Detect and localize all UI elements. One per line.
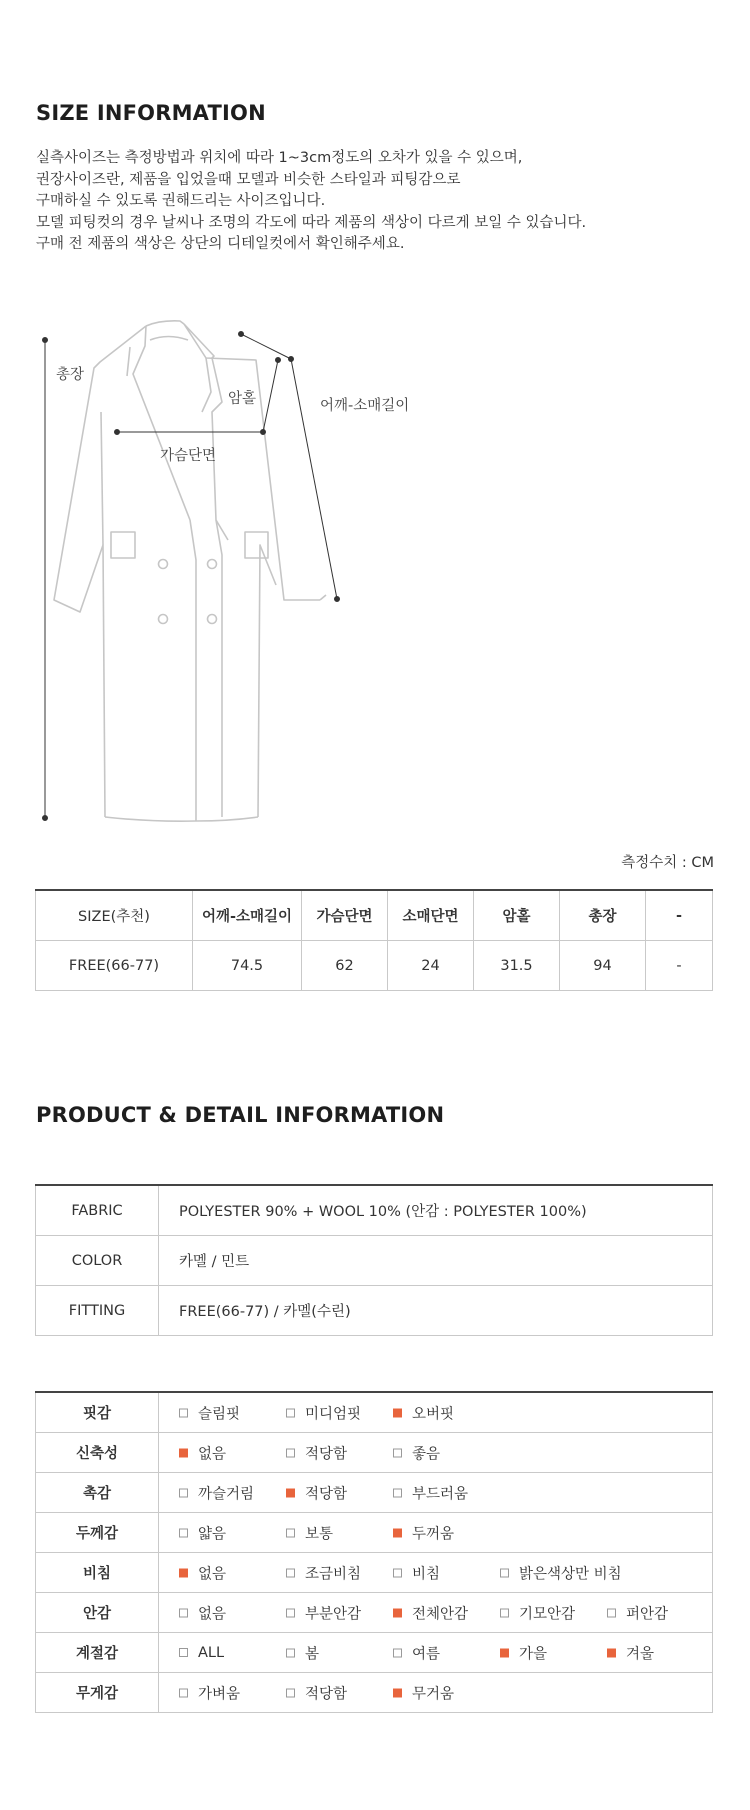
feature-options (159, 1513, 713, 1553)
info-value: 카멜 / 민트 (159, 1236, 713, 1286)
checked-box-icon (607, 1648, 616, 1657)
table-row (36, 1236, 713, 1286)
info-label: FABRIC (36, 1185, 159, 1236)
feature-label: 무게감 (36, 1673, 159, 1713)
detail-section-title: PRODUCT & DETAIL INFORMATION (36, 1103, 445, 1127)
size-section-title: SIZE INFORMATION (36, 101, 266, 125)
feature-option-label: 없음 (198, 1606, 227, 1622)
feature-option (179, 1402, 240, 1423)
feature-option (500, 1562, 622, 1583)
feature-option (393, 1482, 468, 1503)
feature-label: 신축성 (36, 1433, 159, 1473)
feature-options (159, 1553, 713, 1593)
feature-option-label: 기모안감 (519, 1606, 576, 1622)
feature-option-label: 오버핏 (412, 1406, 455, 1422)
unchecked-box-icon (500, 1608, 509, 1617)
unchecked-box-icon (179, 1648, 188, 1657)
feature-label: 촉감 (36, 1473, 159, 1513)
label-armhole: 암홀 (228, 391, 257, 407)
checked-box-icon (393, 1608, 402, 1617)
feature-options (159, 1673, 713, 1713)
size-table-header: 어깨-소매길이 (193, 890, 302, 941)
unchecked-box-icon (393, 1568, 402, 1577)
checked-box-icon (393, 1528, 402, 1537)
unchecked-box-icon (179, 1608, 188, 1617)
table-row (36, 1473, 713, 1513)
feature-options (159, 1392, 713, 1433)
feature-option (500, 1602, 575, 1623)
feature-option (179, 1442, 226, 1463)
feature-option (500, 1642, 547, 1663)
intro-line: 권장사이즈란, 제품을 입었을때 모델과 비슷한 스타일과 피팅감으로 (36, 171, 461, 188)
size-table-cell: 24 (388, 941, 474, 991)
feature-option (179, 1482, 254, 1503)
feature-option (179, 1522, 226, 1543)
feature-option (286, 1482, 347, 1503)
feature-label: 두께감 (36, 1513, 159, 1553)
feature-option (179, 1645, 224, 1661)
unchecked-box-icon (286, 1688, 295, 1697)
feature-option (393, 1602, 468, 1623)
unchecked-box-icon (286, 1608, 295, 1617)
feature-option-label: 적당함 (305, 1446, 348, 1462)
feature-option-label: 부분안감 (305, 1606, 362, 1622)
feature-option-label: ALL (198, 1644, 225, 1661)
checked-box-icon (393, 1688, 402, 1697)
feature-option-label: 까슬거림 (198, 1486, 255, 1502)
unchecked-box-icon (393, 1488, 402, 1497)
feature-option-label: 비침 (412, 1566, 441, 1582)
checked-box-icon (500, 1648, 509, 1657)
size-table-header: 총장 (560, 890, 646, 941)
unchecked-box-icon (286, 1528, 295, 1537)
feature-option (393, 1682, 454, 1703)
unchecked-box-icon (179, 1408, 188, 1417)
feature-options (159, 1593, 713, 1633)
unchecked-box-icon (286, 1448, 295, 1457)
intro-line: 구매 전 제품의 색상은 상단의 디테일컷에서 확인해주세요. (36, 236, 405, 252)
feature-option-label: 없음 (198, 1446, 227, 1462)
feature-option-label: 퍼안감 (626, 1606, 669, 1622)
feature-option-label: 좋음 (412, 1446, 441, 1462)
intro-line: 실측사이즈는 측정방법과 위치에 따라 1~3cm정도의 오차가 있을 수 있으며, (36, 150, 523, 166)
unchecked-box-icon (500, 1568, 509, 1577)
table-row (36, 1392, 713, 1433)
feature-option-label: 두꺼움 (412, 1526, 455, 1542)
unchecked-box-icon (286, 1648, 295, 1657)
feature-option (286, 1402, 361, 1423)
feature-label: 계절감 (36, 1633, 159, 1673)
size-table-header: SIZE(추천) (36, 890, 193, 941)
feature-option (286, 1642, 319, 1663)
table-row (36, 1513, 713, 1553)
checked-box-icon (286, 1488, 295, 1497)
size-intro-text (36, 148, 586, 256)
table-row (36, 1433, 713, 1473)
info-value: FREE(66-77) / 카멜(수린) (159, 1286, 713, 1336)
size-table-header: 가슴단면 (302, 890, 388, 941)
checked-box-icon (179, 1448, 188, 1457)
feature-options (159, 1433, 713, 1473)
size-table-cell: FREE(66-77) (36, 941, 193, 991)
unchecked-box-icon (607, 1608, 616, 1617)
feature-option-label: 부드러움 (412, 1486, 469, 1502)
info-value: POLYESTER 90% + WOOL 10% (안감 : POLYESTER 100%) (159, 1185, 713, 1236)
unchecked-box-icon (179, 1688, 188, 1697)
label-chest: 가슴단면 (160, 448, 217, 464)
feature-option-label: 미디엄핏 (305, 1406, 362, 1422)
size-table-cell: 62 (302, 941, 388, 991)
coat-outline (54, 321, 326, 821)
feature-option-label: 여름 (412, 1646, 441, 1662)
feature-option-label: 무거움 (412, 1686, 455, 1702)
feature-option (393, 1522, 454, 1543)
feature-option (286, 1682, 347, 1703)
size-table-cell: 74.5 (193, 941, 302, 991)
feature-option (179, 1602, 226, 1623)
size-table-header: - (646, 890, 713, 941)
unchecked-box-icon (393, 1648, 402, 1657)
feature-option (393, 1642, 440, 1663)
info-label: FITTING (36, 1286, 159, 1336)
table-row (36, 1673, 713, 1713)
table-row (36, 1553, 713, 1593)
unchecked-box-icon (286, 1408, 295, 1417)
feature-option (393, 1562, 440, 1583)
feature-option (286, 1522, 333, 1543)
feature-option (286, 1602, 361, 1623)
feature-options (159, 1473, 713, 1513)
feature-options (159, 1633, 713, 1673)
size-table-header: 소매단면 (388, 890, 474, 941)
feature-label: 핏감 (36, 1392, 159, 1433)
feature-option (607, 1642, 654, 1663)
feature-option-label: 밝은색상만 비침 (519, 1566, 622, 1582)
feature-option (286, 1442, 347, 1463)
feature-option-label: 슬림핏 (198, 1406, 241, 1422)
feature-label: 안감 (36, 1593, 159, 1633)
feature-option-label: 겨울 (626, 1646, 655, 1662)
table-row (36, 1593, 713, 1633)
measurement-unit-note: 측정수치 : CM (621, 855, 714, 871)
feature-option (179, 1562, 226, 1583)
unchecked-box-icon (286, 1568, 295, 1577)
size-table-cell: - (646, 941, 713, 991)
feature-label: 비침 (36, 1553, 159, 1593)
checked-box-icon (179, 1568, 188, 1577)
feature-option-label: 조금비침 (305, 1566, 362, 1582)
table-row (36, 1185, 713, 1236)
feature-option-label: 없음 (198, 1566, 227, 1582)
product-info-table (35, 1184, 713, 1336)
size-table-header: 암홀 (474, 890, 560, 941)
feature-option-label: 얇음 (198, 1526, 227, 1542)
coat-size-diagram (0, 300, 750, 840)
intro-line: 모델 피팅컷의 경우 날씨나 조명의 각도에 따라 제품의 색상이 다르게 보일 수 있습니다. (36, 214, 587, 231)
info-label: COLOR (36, 1236, 159, 1286)
feature-option (607, 1602, 668, 1623)
feature-option-label: 적당함 (305, 1486, 348, 1502)
table-row (36, 1633, 713, 1673)
unchecked-box-icon (179, 1488, 188, 1497)
feature-option-label: 봄 (305, 1646, 320, 1662)
feature-option (286, 1562, 361, 1583)
table-row (36, 941, 713, 991)
feature-option-label: 적당함 (305, 1686, 348, 1702)
label-shoulder-sleeve: 어깨-소매길이 (320, 398, 410, 414)
feature-option (393, 1442, 440, 1463)
feature-option-label: 가벼움 (198, 1686, 241, 1702)
unchecked-box-icon (179, 1528, 188, 1537)
label-total-length: 총장 (56, 367, 85, 383)
intro-line: 구매하실 수 있도록 권해드리는 사이즈입니다. (36, 193, 326, 209)
feature-option (393, 1402, 454, 1423)
feature-option (179, 1682, 240, 1703)
size-table (35, 889, 713, 991)
size-table-cell: 94 (560, 941, 646, 991)
feature-option-label: 가을 (519, 1646, 548, 1662)
unchecked-box-icon (393, 1448, 402, 1457)
checked-box-icon (393, 1408, 402, 1417)
product-feel-table (35, 1391, 713, 1713)
table-row (36, 1286, 713, 1336)
size-table-cell: 31.5 (474, 941, 560, 991)
feature-option-label: 전체안감 (412, 1606, 469, 1622)
size-table-header-row (36, 890, 713, 941)
feature-option-label: 보통 (305, 1526, 334, 1542)
